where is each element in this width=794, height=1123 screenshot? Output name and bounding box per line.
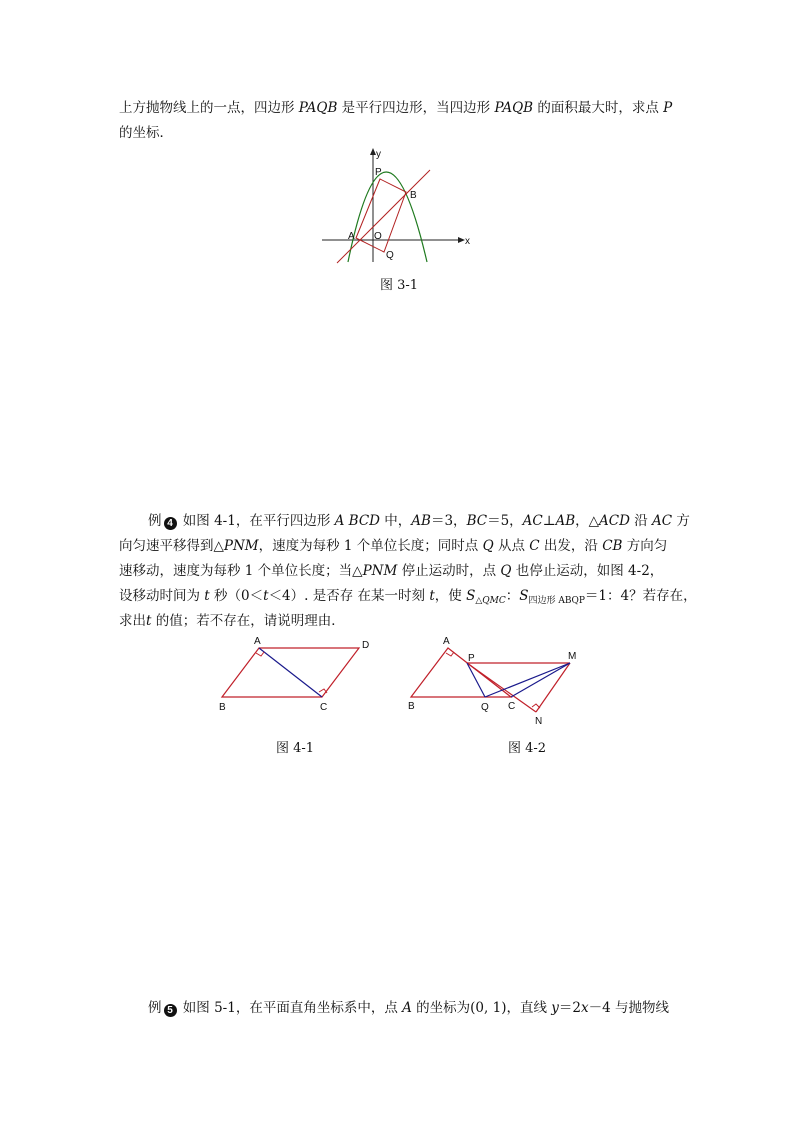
label-q: Q [386,250,394,261]
text-run: Q [482,538,494,554]
text-run: ＝3， [430,513,467,529]
segment-pn [467,663,536,712]
example-4-line-4 [119,586,697,611]
text-run: C [529,538,540,554]
text-run: t [429,588,435,604]
figure-3-1-caption: 图 3-1 [380,278,419,293]
figure-4-1 [215,632,385,717]
segment-cm [511,663,570,697]
circled-number-icon: 5 [164,1004,177,1017]
label-b: B [408,701,415,712]
text-run: 也停止运动，如图 4-2， [511,563,664,579]
text-run: AC [652,513,673,529]
label-n: N [535,716,543,727]
text-run: 设移动时间为 [119,588,205,604]
text-run: AB [555,513,576,529]
label-q: Q [481,702,489,713]
text-run: S [466,588,476,604]
text-run: ⊥ [542,513,556,529]
right-angle-mark-a [256,652,264,656]
example-4-line-3 [119,561,663,581]
segment-pq [467,663,485,697]
text-run: ，使 [434,588,467,604]
segment-qm [485,663,570,697]
text-run: －4 与抛物线 [588,1000,670,1016]
text-run: ＜4）. 是否存 在某一时刻 [268,588,430,604]
text-run: 方向匀 [622,538,668,554]
right-angle-mark-n [532,704,540,708]
label-c: C [320,702,328,713]
text-run: PNM [362,563,398,579]
text-run: 速移动，速度为每秒 1 个单位长度；当△ [119,563,363,579]
text-run: Q [500,563,512,579]
text-run: 的面积最大时，求点 [533,100,664,116]
example-prefix: 例 [148,513,162,529]
text-run: AB [411,513,431,529]
text-run: ： [505,588,520,604]
label-a: A [254,636,261,647]
example-4-line-1 [148,511,690,531]
text-run: PAQB [494,100,534,116]
text-run: ＝1：4？若存在， [584,588,697,604]
text-run: 求出 [119,613,146,629]
text-run: 向匀速平移得到△ [119,538,224,554]
label-p: P [468,653,475,664]
example-prefix: 例 [148,1000,162,1016]
label-c: C [508,701,516,712]
label-x: x [465,236,470,247]
label-p: P [375,167,382,178]
text-run: 出发，沿 [539,538,603,554]
text-run: AC [522,513,543,529]
text-run: 如图 4-1，在平行四边形 [178,513,335,529]
text-run: 的值；若不存在，请说明理由． [151,613,345,629]
text-run: 沿 [629,513,653,529]
label-m: M [568,651,577,662]
text-run: A BCD [334,513,380,529]
diagonal-ac [259,648,322,697]
label-y: y [376,149,381,160]
triangle-abc [411,648,511,697]
text-run: y [551,1000,559,1016]
x-axis-arrow-icon [458,237,465,243]
text-run: PAQB [298,100,338,116]
text-run: ACD [599,513,630,529]
figure-4-1-caption: 图 4-1 [276,741,315,756]
example-5-line-1 [148,998,669,1018]
text-run: x [581,1000,589,1016]
text-run: t [263,588,269,604]
label-a: A [443,636,450,647]
figure-3-1 [310,140,480,270]
line-ab [337,170,430,263]
text-run: 上方抛物线上的一点，四边形 [119,100,299,116]
figure-4-2 [405,632,585,727]
subscript: △QMC [475,596,506,606]
text-run: 秒（0＜ [209,588,264,604]
text-run: ＝2 [558,1000,581,1016]
text-run: S [519,588,529,604]
text-run: ，△ [575,513,600,529]
example-4-line-2 [119,536,667,556]
intro-line-2 [119,123,173,143]
text-run: t [204,588,210,604]
label-d: D [362,640,370,651]
text-run: 中， [380,513,412,529]
text-run: PNM [223,538,259,554]
text-run: P [663,100,673,116]
label-a: A [348,231,355,242]
text-run: 如图 5-1，在平面直角坐标系中，点 [178,1000,403,1016]
right-angle-mark-a [446,652,454,656]
label-b: B [219,702,226,713]
subscript: 四边形 ABQP [528,596,585,606]
text-run: CB [602,538,623,554]
text-run: 停止运动时，点 [397,563,501,579]
intro-line-1 [119,98,672,118]
example-4-line-5 [119,611,345,631]
text-run: 从点 [493,538,530,554]
circled-number-icon: 4 [164,517,177,530]
text-run: BC [466,513,488,529]
label-b: B [410,190,417,201]
label-o: O [374,231,382,242]
text-run: 的坐标． [119,125,173,141]
text-run: ＝5， [487,513,523,529]
text-run: 是平行四边形，当四边形 [337,100,495,116]
text-run: A [402,1000,412,1016]
text-run: ，速度为每秒 1 个单位长度；同时点 [258,538,483,554]
text-run: t [146,613,152,629]
figure-4-2-caption: 图 4-2 [508,741,547,756]
text-run: 的坐标为(0, 1)，直线 [411,1000,552,1016]
text-run: 方 [672,513,690,529]
